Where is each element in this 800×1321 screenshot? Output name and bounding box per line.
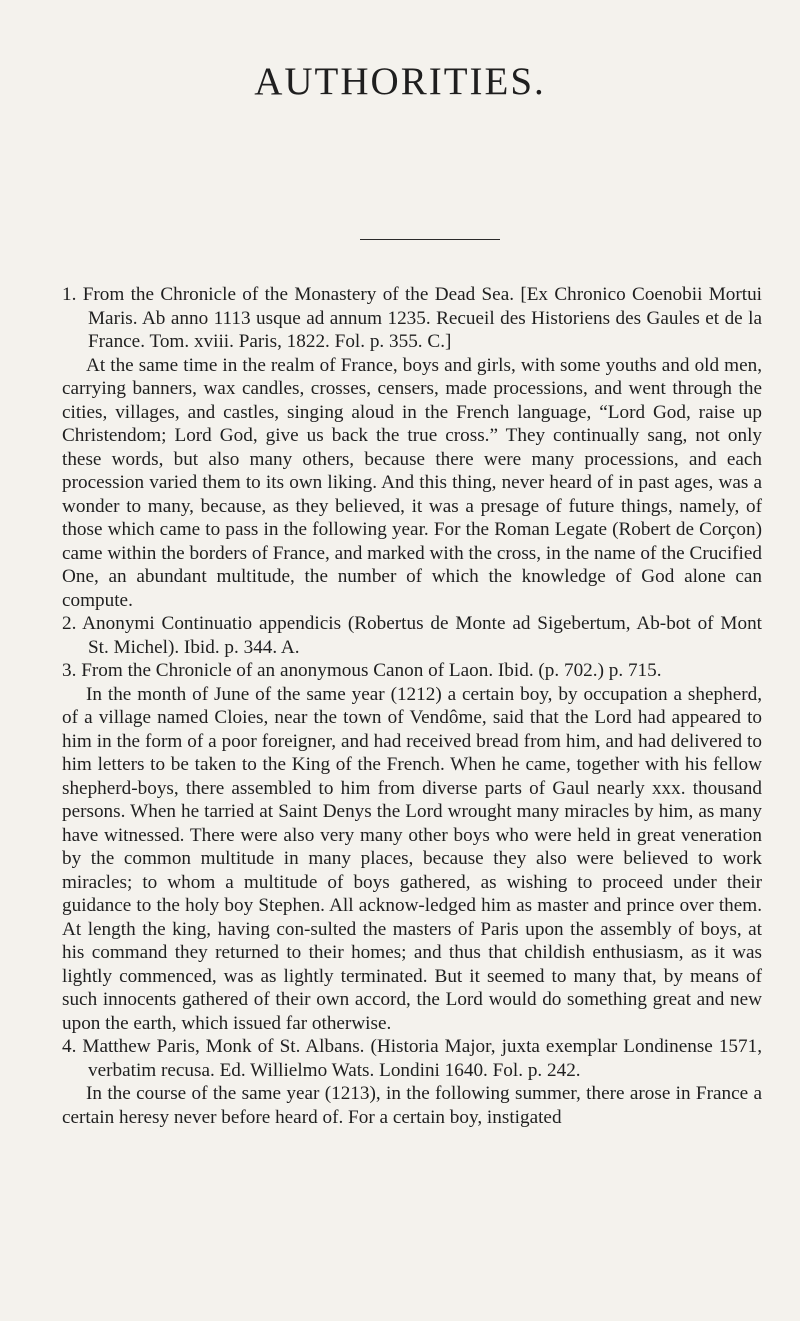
authorities-list bbox=[62, 283, 762, 1129]
paragraph-4: In the course of the same year (1213), in the following summer, there arose in France a certain heresy never before heard of. For a certain boy, instigated bbox=[62, 1083, 762, 1128]
citation-2: 2. Anonymi Continuatio appendicis (Robertus de Monte ad Sigebertum, Ab-bot of Mont St. Michel). Ibid. p. 344. A. bbox=[62, 613, 762, 658]
citation-3: 3. From the Chronicle of an anonymous Canon of Laon. Ibid. (p. 702.) p. 715. bbox=[62, 660, 662, 681]
page-title: AUTHORITIES. bbox=[254, 60, 546, 103]
title-divider bbox=[360, 239, 500, 240]
paragraph-3: In the month of June of the same year (1212) a certain boy, by occupation a shepherd, of a village named Cloies, near the town of Vendôme, said that the Lord had appeared to him in the form of a poor foreigner, and had received bread from him, and had delivered to him letters to be taken to the King of the French. When he came, together with his fellow shepherd-boys, there assembled to him from diverse parts of Gaul nearly xxx. thousand persons. When he tarried at Saint Denys the Lord wrought many miracles by him, as many have witnessed. There were also very many other boys who were held in great veneration by the common multitude in many places, because they also were believed to work miracles; to whom a multitude of boys gathered, as wishing to proceed under their guidance to the holy boy Stephen. All acknow-ledged him as master and prince over them. At length the king, having con-sulted the masters of Paris upon the assembly of boys, at his command they returned to their homes; and thus that childish enthusiasm, as it was lightly commenced, was as lightly terminated. But it seemed to many that, by means of such innocents gathered of their own accord, the Lord would do something great and new upon the earth, which issued far otherwise. bbox=[62, 683, 762, 1034]
paragraph-1: At the same time in the realm of France, boys and girls, with some youths and old men, carrying banners, wax candles, crosses, censers, made processions, and went through the cities, villages, and castles, singing aloud in the French language, “Lord God, raise up Christendom; Lord God, give us back the true cross.” They continually sang, not only these words, but also many others, because there were many processions, and each procession varied them to its own liking. And this thing, never heard of in past ages, was a wonder to many, because, as they believed, it was a presage of future things, namely, of those which came to pass in the following year. For the Roman Legate (Robert de Corçon) came within the borders of France, and marked with the cross, in the name of the Crucified One, an abundant multitude, the number of which the knowledge of God alone can compute. bbox=[62, 354, 762, 611]
citation-4: 4. Matthew Paris, Monk of St. Albans. (Historia Major, juxta exemplar Londinense 1571, verbatim recusa. Ed. Willielmo Wats. Londini 1640. Fol. p. 242. bbox=[62, 1036, 762, 1081]
citation-1: 1. From the Chronicle of the Monastery of the Dead Sea. [Ex Chronico Coenobii Mortui Maris. Ab anno 1113 usque ad annum 1235. Recueil des Historiens des Gaules et de la France. Tom. xviii. Paris, 1822. Fol. p. 355. C.] bbox=[62, 284, 762, 352]
